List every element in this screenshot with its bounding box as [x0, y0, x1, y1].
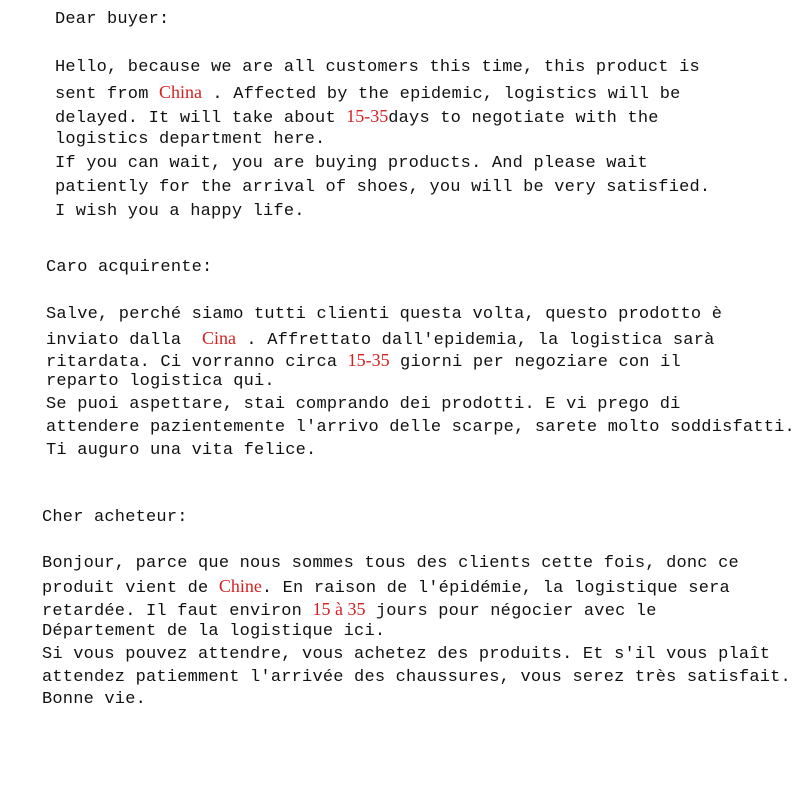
- italian-line-2-start: inviato dalla: [46, 331, 203, 350]
- french-line-6: attendez patiemment l'arrivée des chaussures, vous serez très satisfait.: [42, 668, 791, 687]
- french-line-1: Bonjour, parce que nous sommes tous des clients cette fois, donc ce: [42, 554, 739, 573]
- english-days-highlight: 15-35: [346, 106, 389, 126]
- english-greeting: Dear buyer:: [55, 10, 170, 29]
- french-line-2-start: produit vient de: [42, 579, 219, 598]
- english-line-3-end: days to negotiate with the: [388, 109, 659, 128]
- english-line-1: Hello, because we are all customers this time, this product is: [55, 58, 700, 77]
- french-days-highlight: 15 à 35: [312, 599, 366, 619]
- italian-line-3-end: giorni per negoziare con il: [389, 353, 681, 372]
- italian-line-3-start: ritardata. Ci vorranno circa: [46, 353, 348, 372]
- french-line-2: [42, 576, 730, 599]
- french-line-3: [42, 599, 657, 622]
- italian-line-1: Salve, perché siamo tutti clienti questa volta, questo prodotto è: [46, 305, 723, 324]
- english-line-4: logistics department here.: [55, 130, 326, 149]
- english-line-2-end: . Affected by the epidemic, logistics will be: [202, 85, 681, 104]
- english-line-6: patiently for the arrival of shoes, you will be very satisfied.: [55, 178, 711, 197]
- italian-line-4: reparto logistica qui.: [46, 372, 275, 391]
- italian-line-2: [46, 328, 715, 351]
- english-line-5: If you can wait, you are buying products. And please wait: [55, 154, 648, 173]
- italian-days-highlight: 15-35: [347, 350, 390, 370]
- english-line-3-start: delayed. It will take about: [55, 109, 347, 128]
- english-line-2: [55, 82, 681, 105]
- english-country-highlight: China: [159, 82, 203, 102]
- italian-line-7: Ti auguro una vita felice.: [46, 441, 317, 460]
- italian-line-2-end: . Affrettato dall'epidemia, la logistica sarà: [236, 331, 715, 350]
- italian-line-3: [46, 350, 681, 373]
- italian-country-highlight: Cina: [202, 328, 237, 348]
- english-line-3: [55, 106, 659, 129]
- italian-line-5: Se puoi aspettare, stai comprando dei prodotti. E vi prego di: [46, 395, 681, 414]
- french-line-4: Département de la logistique ici.: [42, 622, 386, 641]
- french-line-2-end: . En raison de l'épidémie, la logistique sera: [261, 579, 730, 598]
- english-line-2-start: sent from: [55, 85, 160, 104]
- french-country-highlight: Chine: [218, 576, 262, 596]
- french-greeting: Cher acheteur:: [42, 508, 188, 527]
- italian-line-6: attendere pazientemente l'arrivo delle scarpe, sarete molto soddisfatti.: [46, 418, 795, 437]
- english-line-7: I wish you a happy life.: [55, 202, 305, 221]
- french-line-5: Si vous pouvez attendre, vous achetez des produits. Et s'il vous plaît: [42, 645, 771, 664]
- italian-greeting: Caro acquirente:: [46, 258, 213, 277]
- french-line-3-end: jours pour négocier avec le: [365, 602, 657, 621]
- french-line-3-start: retardée. Il faut environ: [42, 602, 313, 621]
- french-line-7: Bonne vie.: [42, 690, 147, 709]
